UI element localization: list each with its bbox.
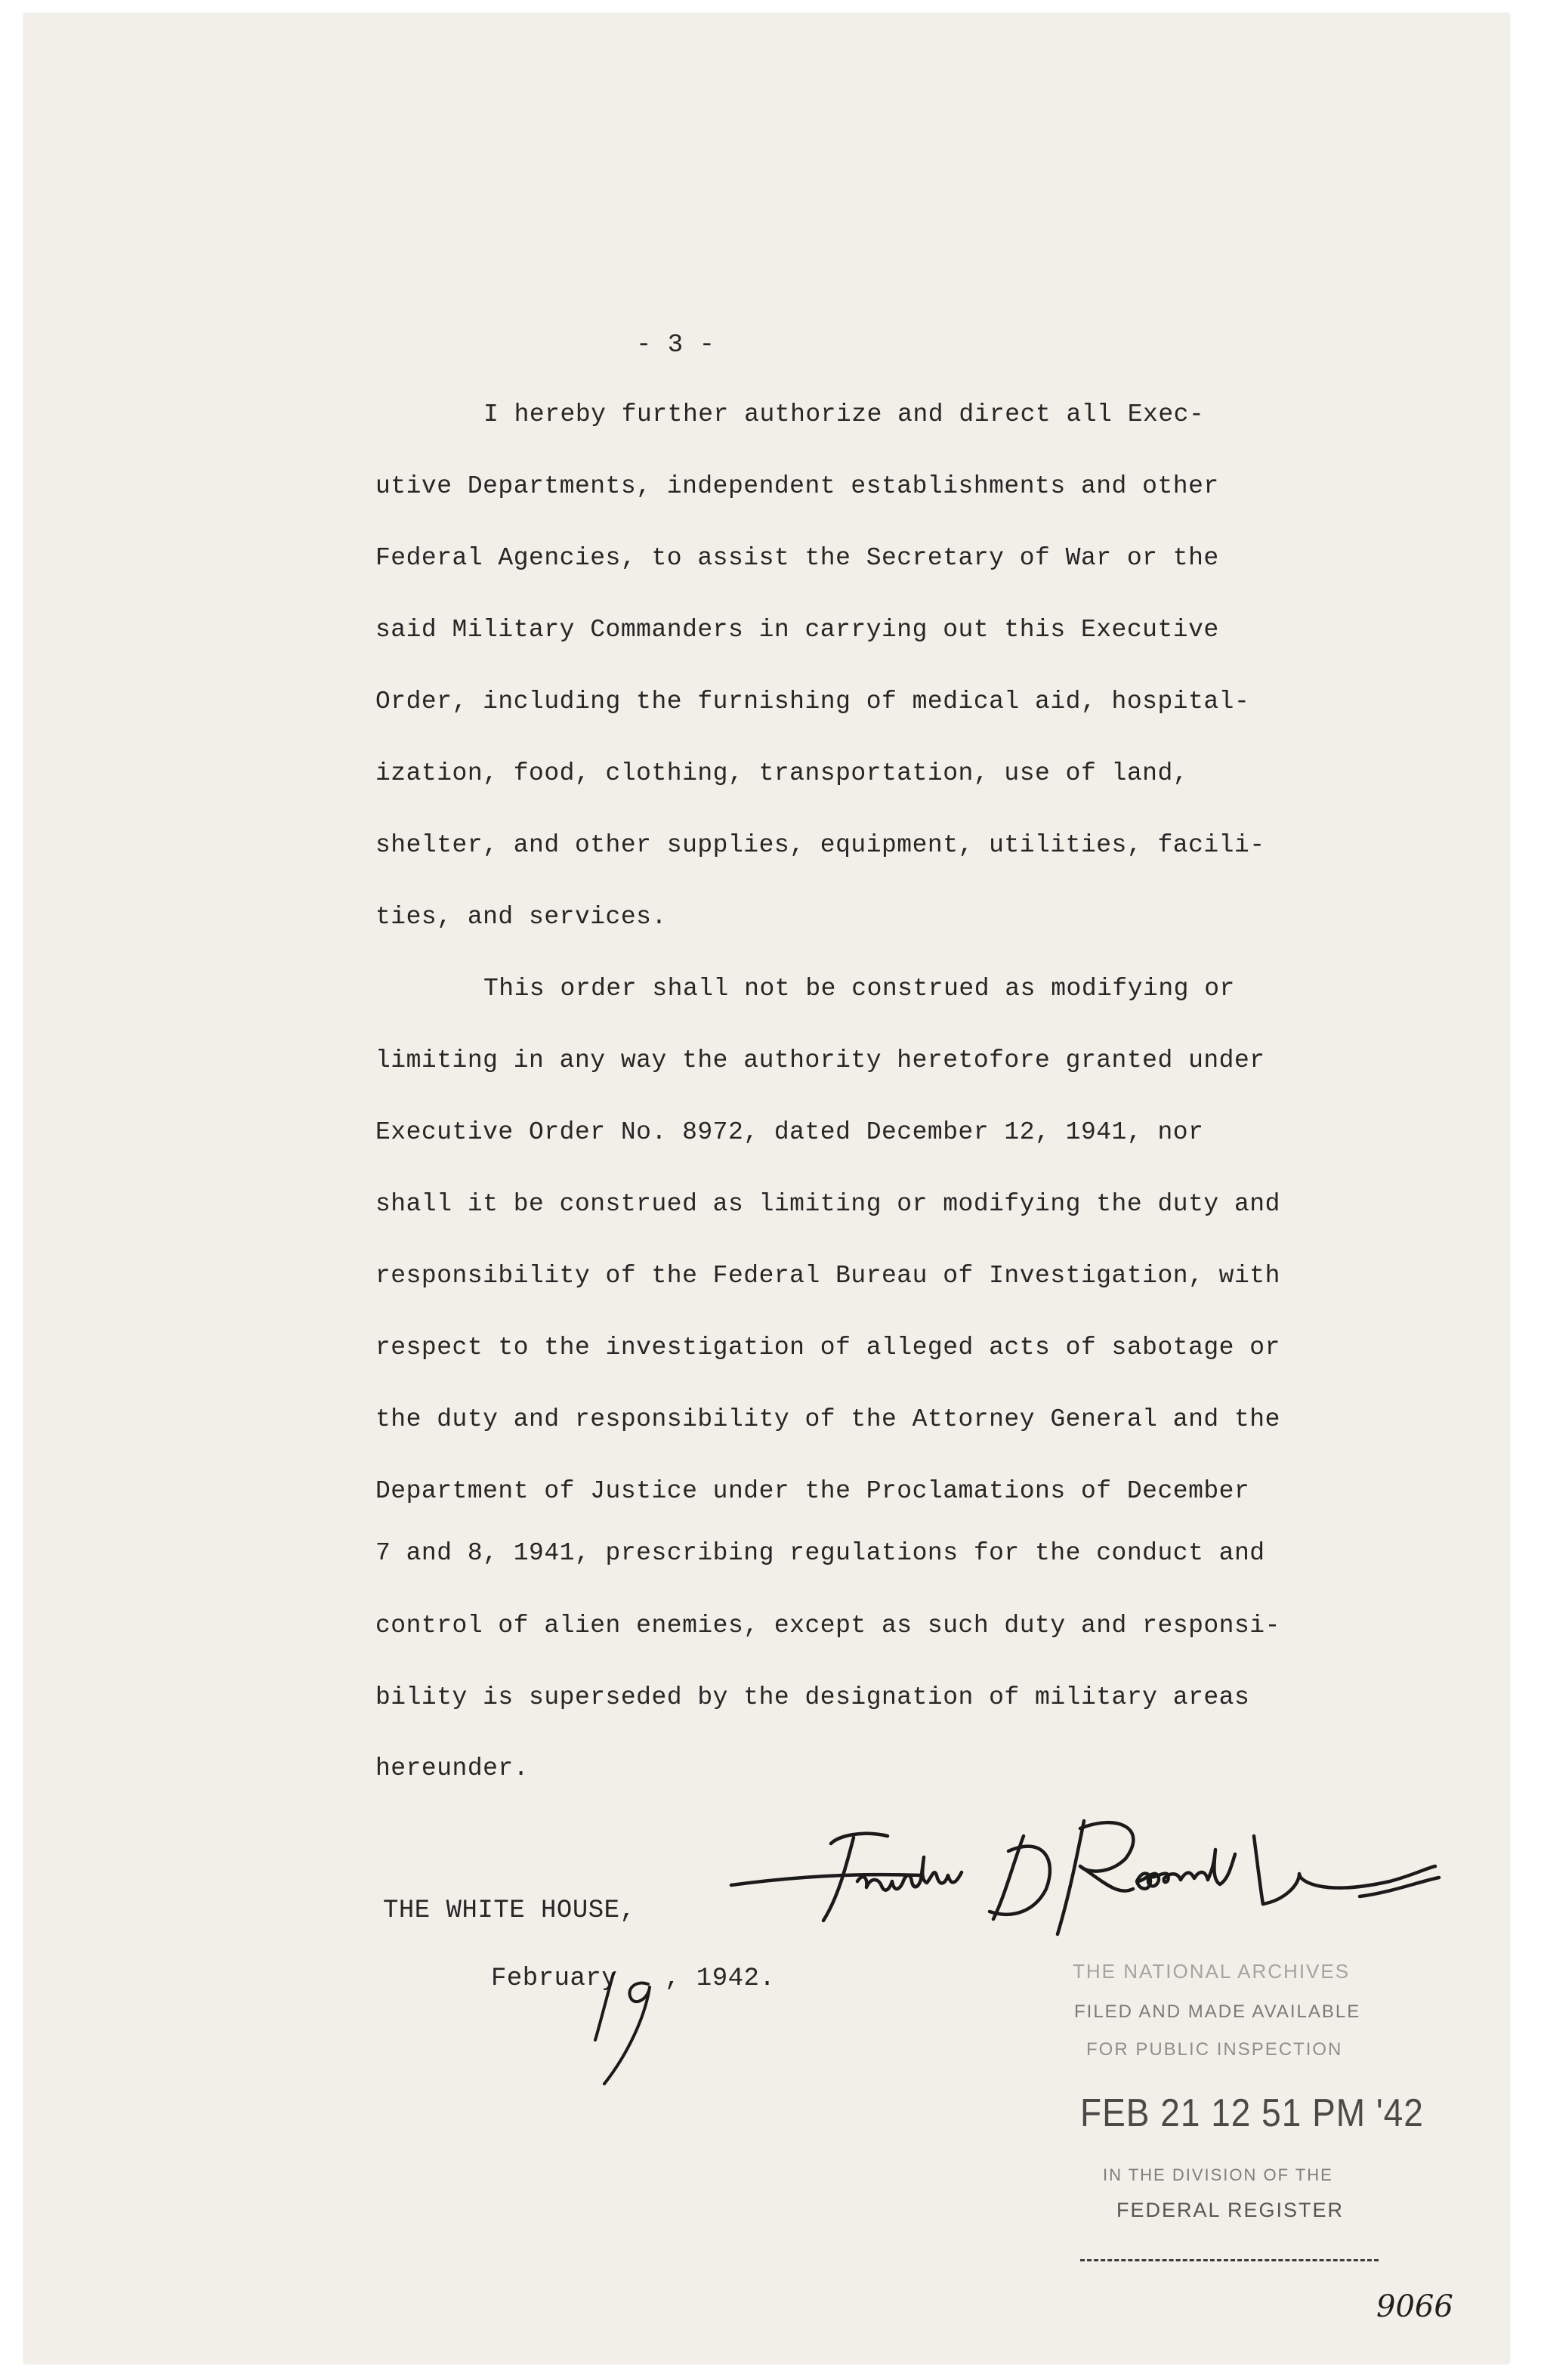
paragraph-1-line-2: utive Departments, independent establishments and other [375,472,1219,500]
paragraph-2-line-2: limiting in any way the authority heretofore granted under [375,1046,1265,1074]
page-number: - 3 - [636,331,715,360]
paragraph-2-line-5: responsibility of the Federal Bureau of Investigation, with [375,1262,1280,1290]
paragraph-1-line-5: Order, including the furnishing of medical aid, hospital- [375,688,1250,716]
archive-number: 9066 [1376,2289,1453,2324]
paragraph-2-line-7: the duty and responsibility of the Attorney General and the [375,1405,1280,1433]
closing-date-suffix: , 1942. [665,1964,776,1993]
paragraph-2-line-12: hereunder. [375,1754,530,1782]
paragraph-2-line-9: 7 and 8, 1941, prescribing regulations for the conduct and [375,1539,1265,1567]
closing-place: THE WHITE HOUSE, [383,1896,636,1925]
stamp-line-2: FILED AND MADE AVAILABLE [1074,2001,1361,2022]
paragraph-1-line-4: said Military Commanders in carrying out this Executive [375,616,1219,644]
paragraph-2-line-3: Executive Order No. 8972, dated December 12, 1941, nor [375,1118,1204,1146]
paragraph-2-line-6: respect to the investigation of alleged acts of sabotage or [375,1334,1280,1362]
handwritten-date-image [582,1957,665,2085]
paragraph-1-line-1: I hereby further authorize and direct all Exec- [483,400,1205,428]
paragraph-2-line-1: This order shall not be construed as modifying or [483,975,1235,1003]
stamp-dashed-rule [1080,2259,1379,2261]
paragraph-1-line-3: Federal Agencies, to assist the Secretary of War or the [375,544,1219,572]
stamp-line-3: FOR PUBLIC INSPECTION [1086,2039,1343,2060]
paragraph-2-line-8: Department of Justice under the Proclamations of December [375,1477,1250,1505]
paragraph-1-line-6: ization, food, clothing, transportation, use of land, [375,759,1189,787]
paragraph-1-line-7: shelter, and other supplies, equipment, utilities, facili- [375,831,1265,859]
paragraph-2-line-4: shall it be construed as limiting or modifying the duty and [375,1190,1280,1218]
paragraph-2-line-11: bility is superseded by the designation of military areas [375,1683,1250,1711]
stamp-line-6: FEDERAL REGISTER [1116,2199,1345,2221]
stamp-line-1: THE NATIONAL ARCHIVES [1073,1960,1351,1983]
closing-date-prefix: February [491,1964,618,1993]
paragraph-2-line-10: control of alien enemies, except as such duty and responsi- [375,1612,1280,1640]
stamp-line-5: IN THE DIVISION OF THE [1103,2165,1333,2184]
signature-image [725,1791,1450,1942]
stamp-date-time: FEB 21 12 51 PM '42 [1080,2091,1424,2135]
paragraph-1-line-8: ties, and services. [375,903,667,931]
